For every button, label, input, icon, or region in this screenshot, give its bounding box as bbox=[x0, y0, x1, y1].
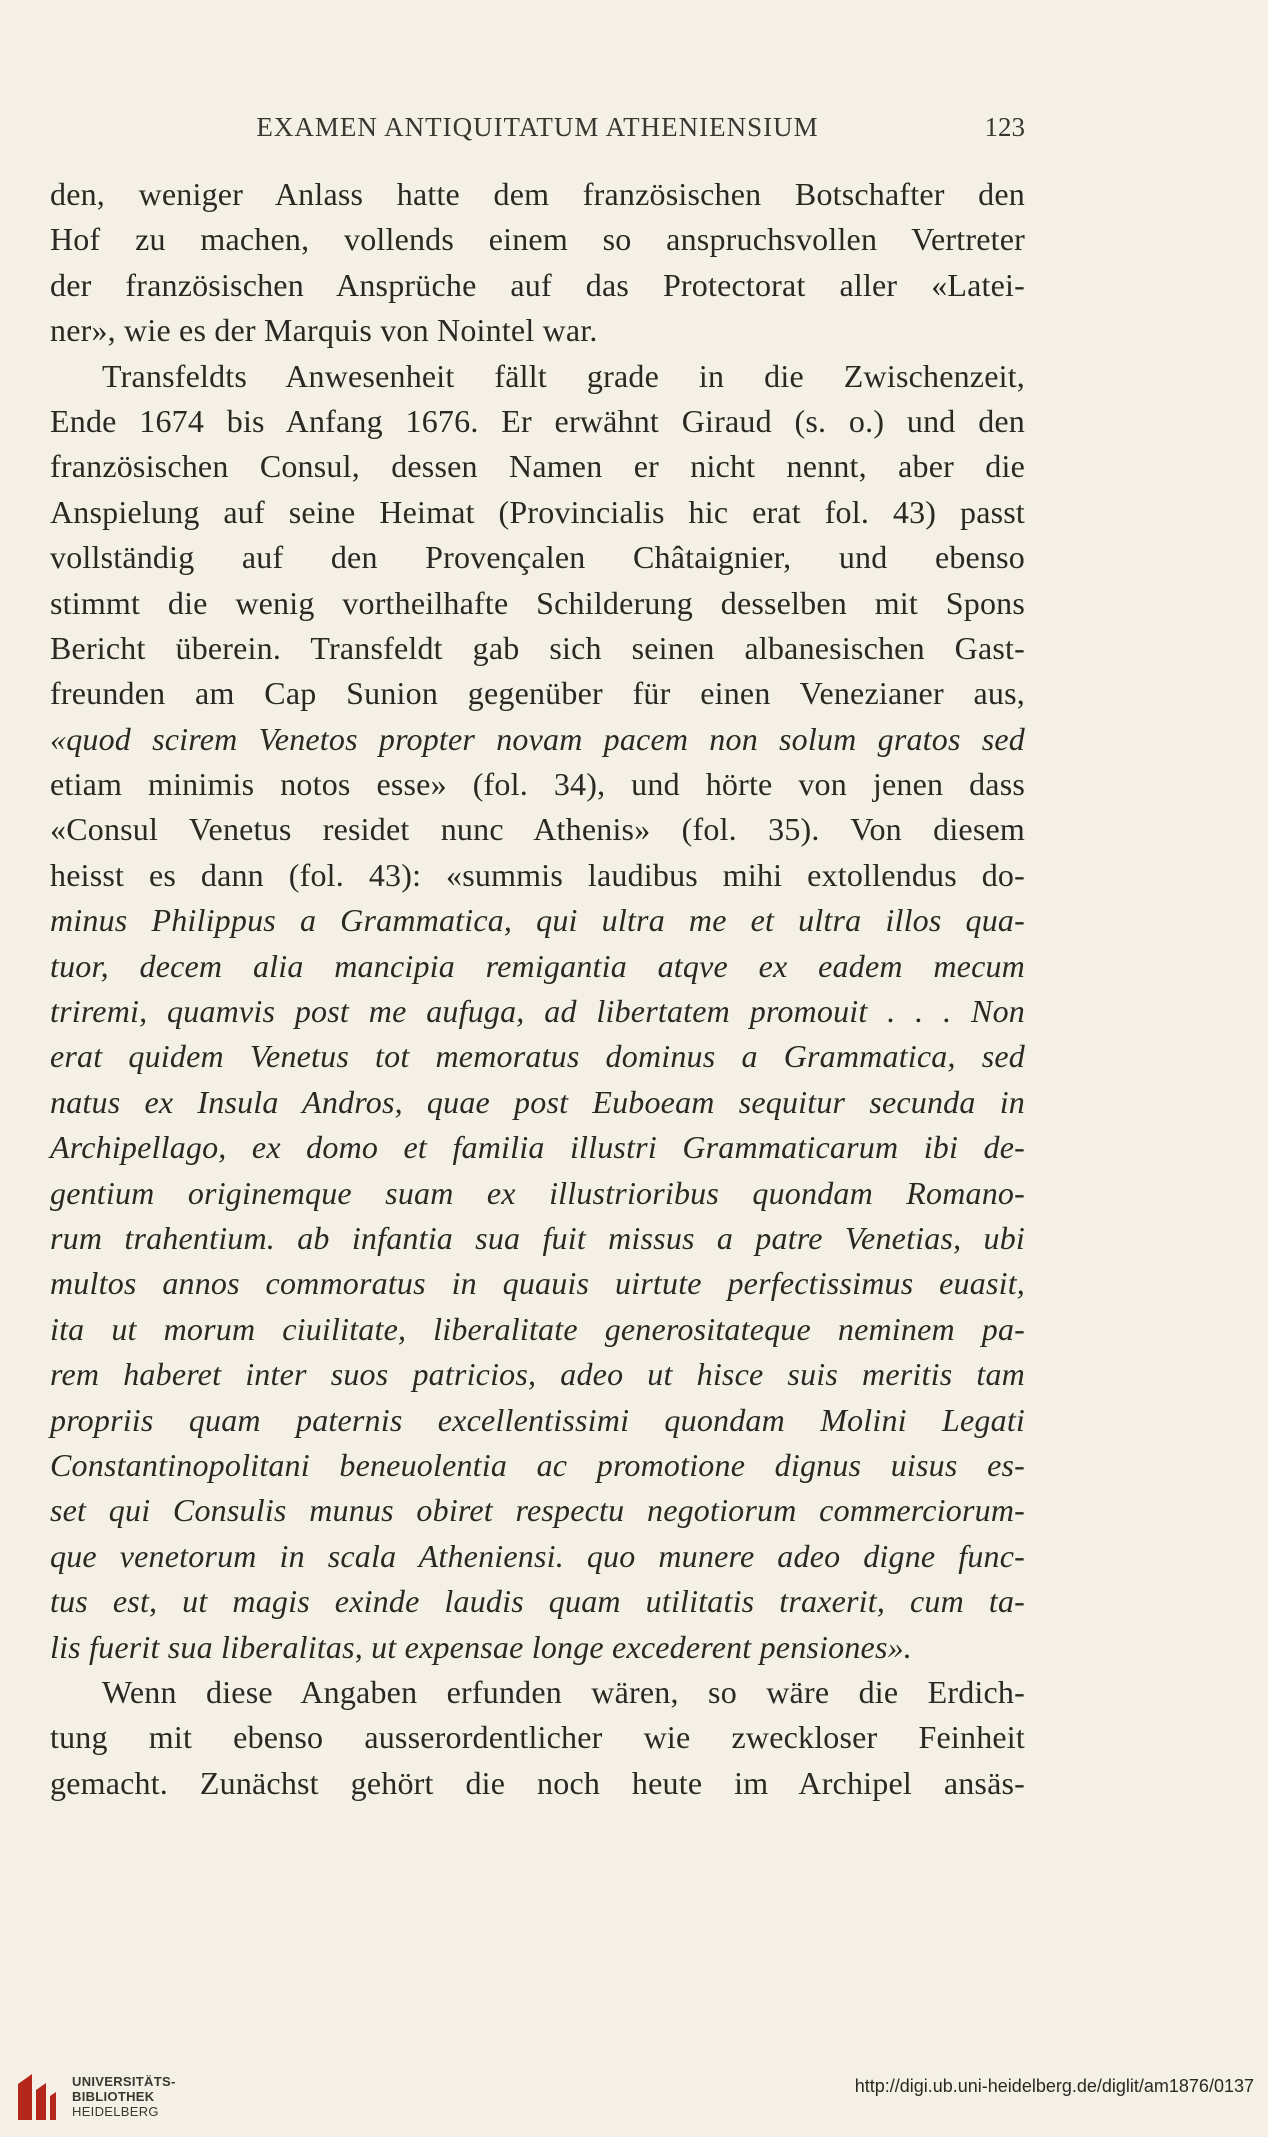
text-line: triremi, quamvis post me aufuga, ad libertatem promouit . . . Non bbox=[50, 993, 1025, 1030]
text-line: Hof zu machen, vollends einem so anspruchsvollen Vertreter bbox=[50, 221, 1025, 258]
text-line: ner», wie es der Marquis von Nointel war. bbox=[50, 312, 598, 349]
text-line: stimmt die wenig vortheilhafte Schilderung desselben mit Spons bbox=[50, 584, 1025, 621]
text-line: freunden am Cap Sunion gegenüber für einen Venezianer aus, bbox=[50, 675, 1025, 712]
text-line: etiam minimis notos esse» (fol. 34), und hörte von jenen dass bbox=[50, 766, 1025, 803]
text-line: tus est, ut magis exinde laudis quam utilitatis traxerit, cum ta- bbox=[50, 1583, 1025, 1620]
text-line: der französischen Ansprüche auf das Protectorat aller «Latei- bbox=[50, 266, 1025, 303]
text-line: rem haberet inter suos patricios, adeo ut hisce suis meritis tam bbox=[50, 1356, 1025, 1393]
text-line: Ende 1674 bis Anfang 1676. Er erwähnt Giraud (s. o.) und den bbox=[50, 402, 1025, 439]
text-line: set qui Consulis munus obiret respectu negotiorum commerciorum- bbox=[50, 1492, 1025, 1529]
text-line: gemacht. Zunächst gehört die noch heute im Archipel ansäs- bbox=[50, 1764, 1025, 1801]
text-line: Archipellago, ex domo et familia illustri Grammaticarum ibi de- bbox=[50, 1129, 1025, 1166]
text-line: rum trahentium. ab infantia sua fuit missus a patre Venetias, ubi bbox=[50, 1219, 1025, 1256]
text-line: «Consul Venetus residet nunc Athenis» (fol. 35). Von diesem bbox=[50, 811, 1025, 848]
text-line: Anspielung auf seine Heimat (Provincialis hic erat fol. 43) passt bbox=[50, 493, 1025, 530]
text-line: heisst es dann (fol. 43): «summis laudibus mihi extollendus do- bbox=[50, 856, 1025, 893]
body-text bbox=[50, 172, 1025, 1806]
paragraph-start: Transfeldts Anwesenheit fällt grade in die Zwischenzeit, bbox=[102, 357, 1025, 394]
text-line: «quod scirem Venetos propter novam pacem non solum gratos sed bbox=[50, 720, 1025, 757]
paragraph-start: Wenn diese Angaben erfunden wären, so wäre die Erdich- bbox=[102, 1673, 1025, 1710]
page-footer bbox=[0, 2050, 1268, 2137]
text-line: propriis quam paternis excellentissimi quondam Molini Legati bbox=[50, 1401, 1025, 1438]
library-name: UNIVERSITÄTS- BIBLIOTHEK HEIDELBERG bbox=[72, 2074, 176, 2119]
text-line: Constantinopolitani beneuolentia ac promotione dignus uisus es- bbox=[50, 1446, 1025, 1483]
text-line bbox=[50, 1670, 1025, 1715]
text-line: multos annos commoratus in quauis uirtute perfectissimus euasit, bbox=[50, 1265, 1025, 1302]
text-line: que venetorum in scala Atheniensi. quo munere adeo digne func- bbox=[50, 1537, 1025, 1574]
text-line: tung mit ebenso ausserordentlicher wie zweckloser Feinheit bbox=[50, 1719, 1025, 1756]
text-line: minus Philippus a Grammatica, qui ultra me et ultra illos qua- bbox=[50, 902, 1025, 939]
text-line: natus ex Insula Andros, quae post Euboeam sequitur secunda in bbox=[50, 1083, 1025, 1120]
page-number: 123 bbox=[984, 112, 1025, 142]
running-title: EXAMEN ANTIQUITATUM ATHENIENSIUM bbox=[256, 112, 819, 142]
text-line: erat quidem Venetus tot memoratus dominus a Grammatica, sed bbox=[50, 1038, 1025, 1075]
text-line bbox=[50, 354, 1025, 399]
university-library-logo-icon bbox=[14, 2070, 60, 2126]
text-line: Bericht überein. Transfeldt gab sich seinen albanesischen Gast- bbox=[50, 629, 1025, 666]
text-line: lis fuerit sua liberalitas, ut expensae longe excederent pensiones». bbox=[50, 1628, 913, 1665]
page-header bbox=[50, 112, 1025, 154]
text-line: den, weniger Anlass hatte dem französischen Botschafter den bbox=[50, 176, 1025, 212]
text-line: ita ut morum ciuilitate, liberalitate generositateque neminem pa- bbox=[50, 1310, 1025, 1347]
text-line: gentium originemque suam ex illustrioribus quondam Romano- bbox=[50, 1174, 1025, 1211]
text-line: tuor, decem alia mancipia remigantia atqve ex eadem mecum bbox=[50, 947, 1025, 984]
text-line: französischen Consul, dessen Namen er nicht nennt, aber die bbox=[50, 448, 1025, 485]
text-line: vollständig auf den Provençalen Châtaignier, und ebenso bbox=[50, 539, 1025, 576]
source-url-link[interactable]: http://digi.ub.uni-heidelberg.de/diglit/am1876/0137 bbox=[854, 2076, 1254, 2096]
